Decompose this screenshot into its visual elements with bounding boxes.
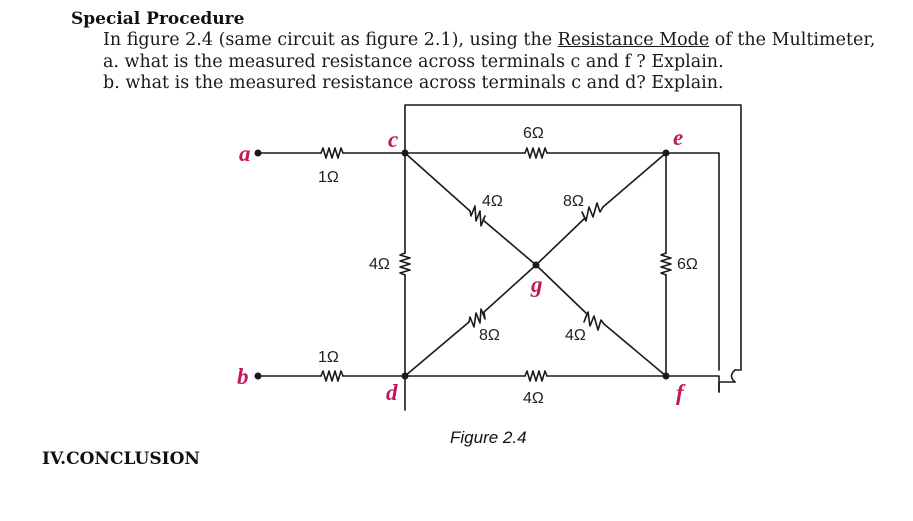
outer-loop-wire-lower xyxy=(719,382,735,392)
resistor-label-b: 1Ω xyxy=(318,349,339,366)
section-heading: Special Procedure xyxy=(71,9,245,29)
node-label-c: c xyxy=(388,127,399,152)
resistor-ef-zigzag xyxy=(661,253,671,275)
wire-crossover-hop xyxy=(732,370,736,382)
node-label-a: a xyxy=(239,141,251,166)
wire-fg-1 xyxy=(604,324,666,376)
node-label-f: f xyxy=(676,380,684,405)
resistor-label-eg: 8Ω xyxy=(563,193,584,210)
question-a: a. what is the measured resistance across terminals c and f ? Explain. xyxy=(103,52,724,72)
intro-text-start: In figure 2.4 (same circuit as figure 2.1), using the xyxy=(103,30,558,50)
resistor-label-fg: 4Ω xyxy=(565,327,586,344)
node-c-dot xyxy=(402,150,409,157)
node-label-d: d xyxy=(386,380,398,405)
question-b: b. what is the measured resistance across terminals c and d? Explain. xyxy=(103,73,724,93)
terminal-b-dot xyxy=(255,373,262,380)
conclusion-heading: IV.CONCLUSION xyxy=(42,449,200,469)
resistor-b-zigzag xyxy=(321,371,343,381)
wire-dg-2 xyxy=(484,265,536,312)
f-side-wire xyxy=(666,376,719,392)
resistor-dg-zigzag xyxy=(469,309,485,327)
wire-dg-1 xyxy=(405,322,469,376)
node-g-dot xyxy=(533,262,540,269)
node-label-g: g xyxy=(531,272,543,297)
wire-eg-2 xyxy=(536,218,585,265)
resistor-label-cg: 4Ω xyxy=(482,193,503,210)
resistor-label-ce: 6Ω xyxy=(523,125,544,142)
resistor-label-dg: 8Ω xyxy=(479,327,500,344)
resistor-df-zigzag xyxy=(525,371,547,381)
wire-cg-1 xyxy=(405,153,470,211)
wire-eg-1 xyxy=(603,153,666,207)
node-label-e: e xyxy=(673,125,684,150)
resistor-a-zigzag xyxy=(321,148,343,158)
node-e-dot xyxy=(663,150,670,157)
terminal-a-dot xyxy=(255,150,262,157)
wire-cg-2 xyxy=(483,220,536,265)
resistance-mode-text: Resistance Mode xyxy=(557,30,710,50)
node-label-b: b xyxy=(237,364,249,389)
resistor-label-cd: 4Ω xyxy=(369,256,390,273)
wire-fg-2 xyxy=(536,265,587,314)
resistor-ce-zigzag xyxy=(525,148,547,158)
resistor-label-ef: 6Ω xyxy=(677,256,698,273)
resistor-label-a: 1Ω xyxy=(318,169,339,186)
node-f-dot xyxy=(663,373,670,380)
intro-text-end: of the Multimeter, xyxy=(709,30,876,50)
resistor-cd-zigzag xyxy=(400,253,410,275)
node-d-dot xyxy=(402,373,409,380)
resistor-label-df: 4Ω xyxy=(523,390,544,407)
figure-caption: Figure 2.4 xyxy=(450,428,527,447)
